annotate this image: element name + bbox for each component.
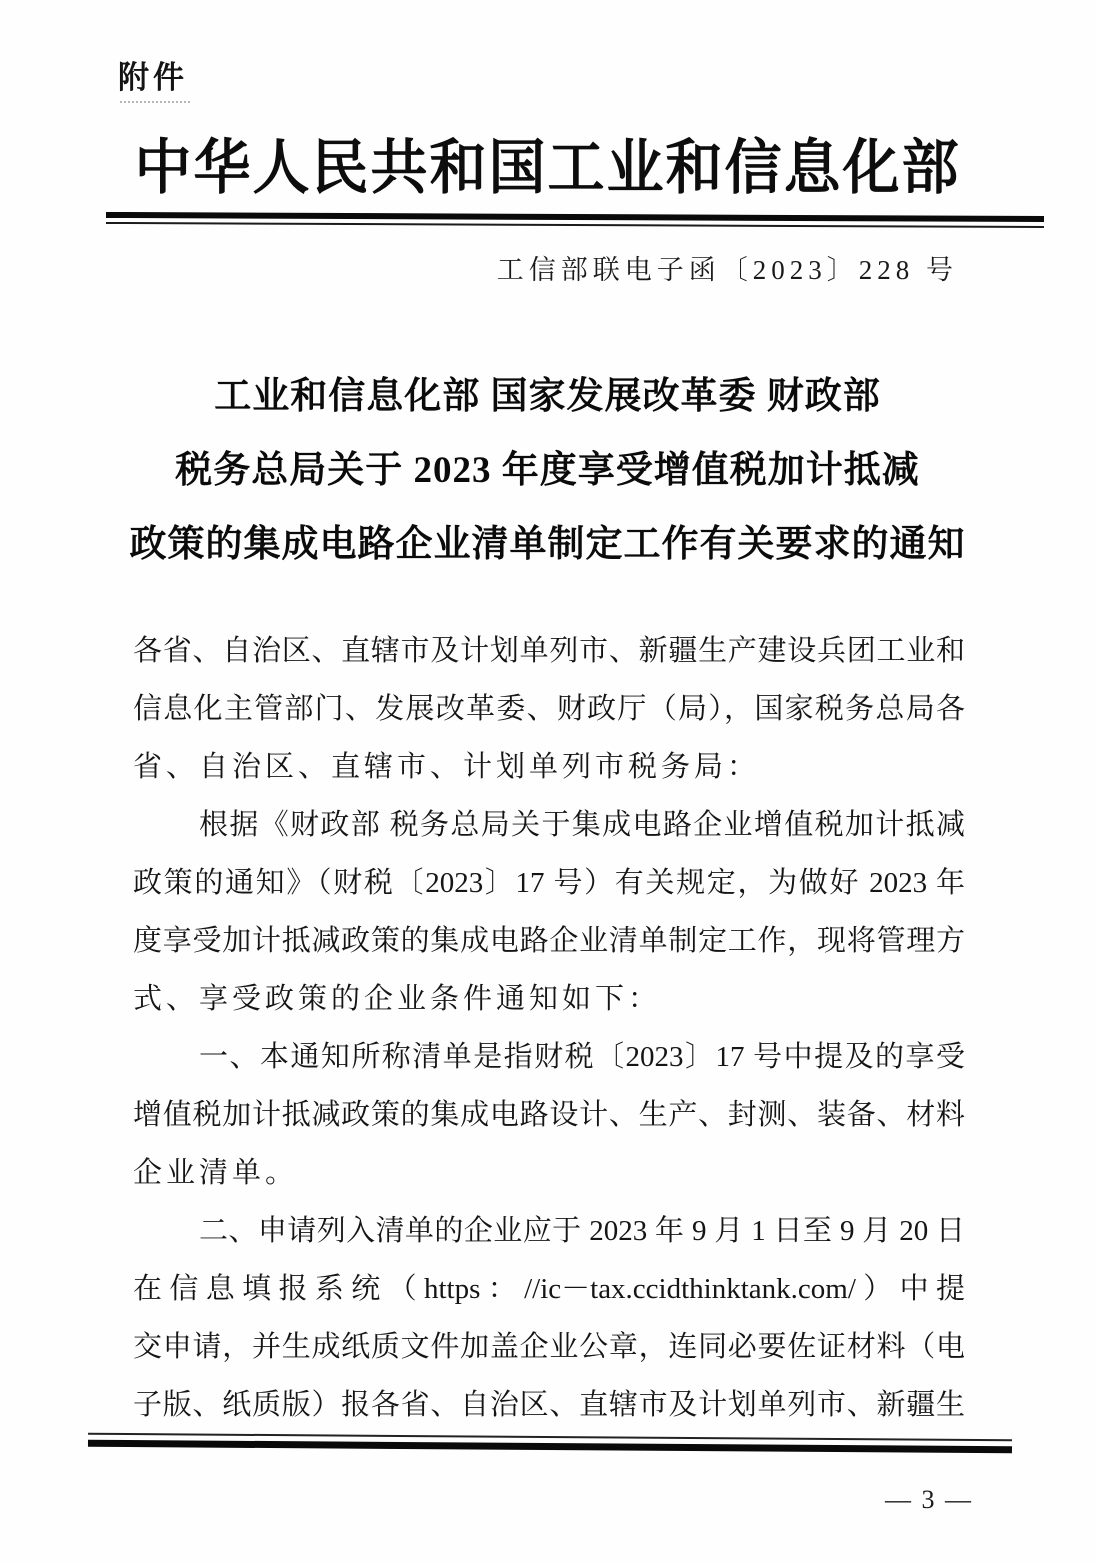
notice-title-line: 工业和信息化部 国家发展改革委 财政部 (214, 376, 881, 417)
body-line: 一、本通知所称清单是指财税〔2023〕17 号中提及的享受 (199, 1041, 965, 1073)
body-line: 省、自治区、直辖市、计划单列市税务局： (133, 751, 761, 783)
document-body (133, 622, 965, 1434)
notice-title-line: 政策的集成电路企业清单制定工作有关要求的通知 (129, 524, 966, 565)
body-line: 政策的通知》（财税〔2023〕17 号）有关规定，为做好 2023 年 (133, 867, 965, 899)
body-line: 企业清单。 (133, 1157, 299, 1189)
divider-thick-line (106, 212, 1044, 222)
divider-thick-line (88, 1440, 1012, 1453)
agency-masthead: 中华人民共和国工业和信息化部 (134, 135, 961, 202)
body-line: 交申请，并生成纸质文件加盖企业公章，连同必要佐证材料（电 (133, 1331, 965, 1363)
footer-divider (88, 1433, 1012, 1453)
body-line: 子版、纸质版）报各省、自治区、直辖市及计划单列市、新疆生 (133, 1389, 965, 1421)
body-line: 各省、自治区、直辖市及计划单列市、新疆生产建设兵团工业和 (133, 635, 965, 667)
body-line: 信息化主管部门、发展改革委、财政厅（局），国家税务总局各 (133, 693, 965, 725)
body-line: 度享受加计抵减政策的集成电路企业清单制定工作，现将管理方 (133, 925, 965, 957)
notice-title (0, 360, 1095, 582)
body-line: 在信息填报系统（https：//ic－tax.ccidthinktank.com/）中提 (133, 1273, 965, 1305)
divider-thin-line (106, 222, 1044, 228)
body-line: 根据《财政部 税务总局关于集成电路企业增值税加计抵减 (199, 809, 965, 841)
page-number: — 3 — (885, 1485, 973, 1514)
body-line: 二、申请列入清单的企业应于 2023 年 9 月 1 日至 9 月 20 日 (199, 1215, 965, 1247)
body-line: 增值税加计抵减政策的集成电路设计、生产、封测、装备、材料 (133, 1099, 965, 1131)
document-number: 工信部联电子函〔2023〕228 号 (496, 255, 958, 285)
scan-artifact (120, 101, 190, 103)
masthead-divider (106, 212, 1044, 228)
body-line: 式、享受政策的企业条件通知如下： (133, 983, 662, 1015)
attachment-label: 附件 (118, 60, 188, 95)
notice-title-line: 税务总局关于 2023 年度享受增值税加计抵减 (175, 450, 920, 491)
